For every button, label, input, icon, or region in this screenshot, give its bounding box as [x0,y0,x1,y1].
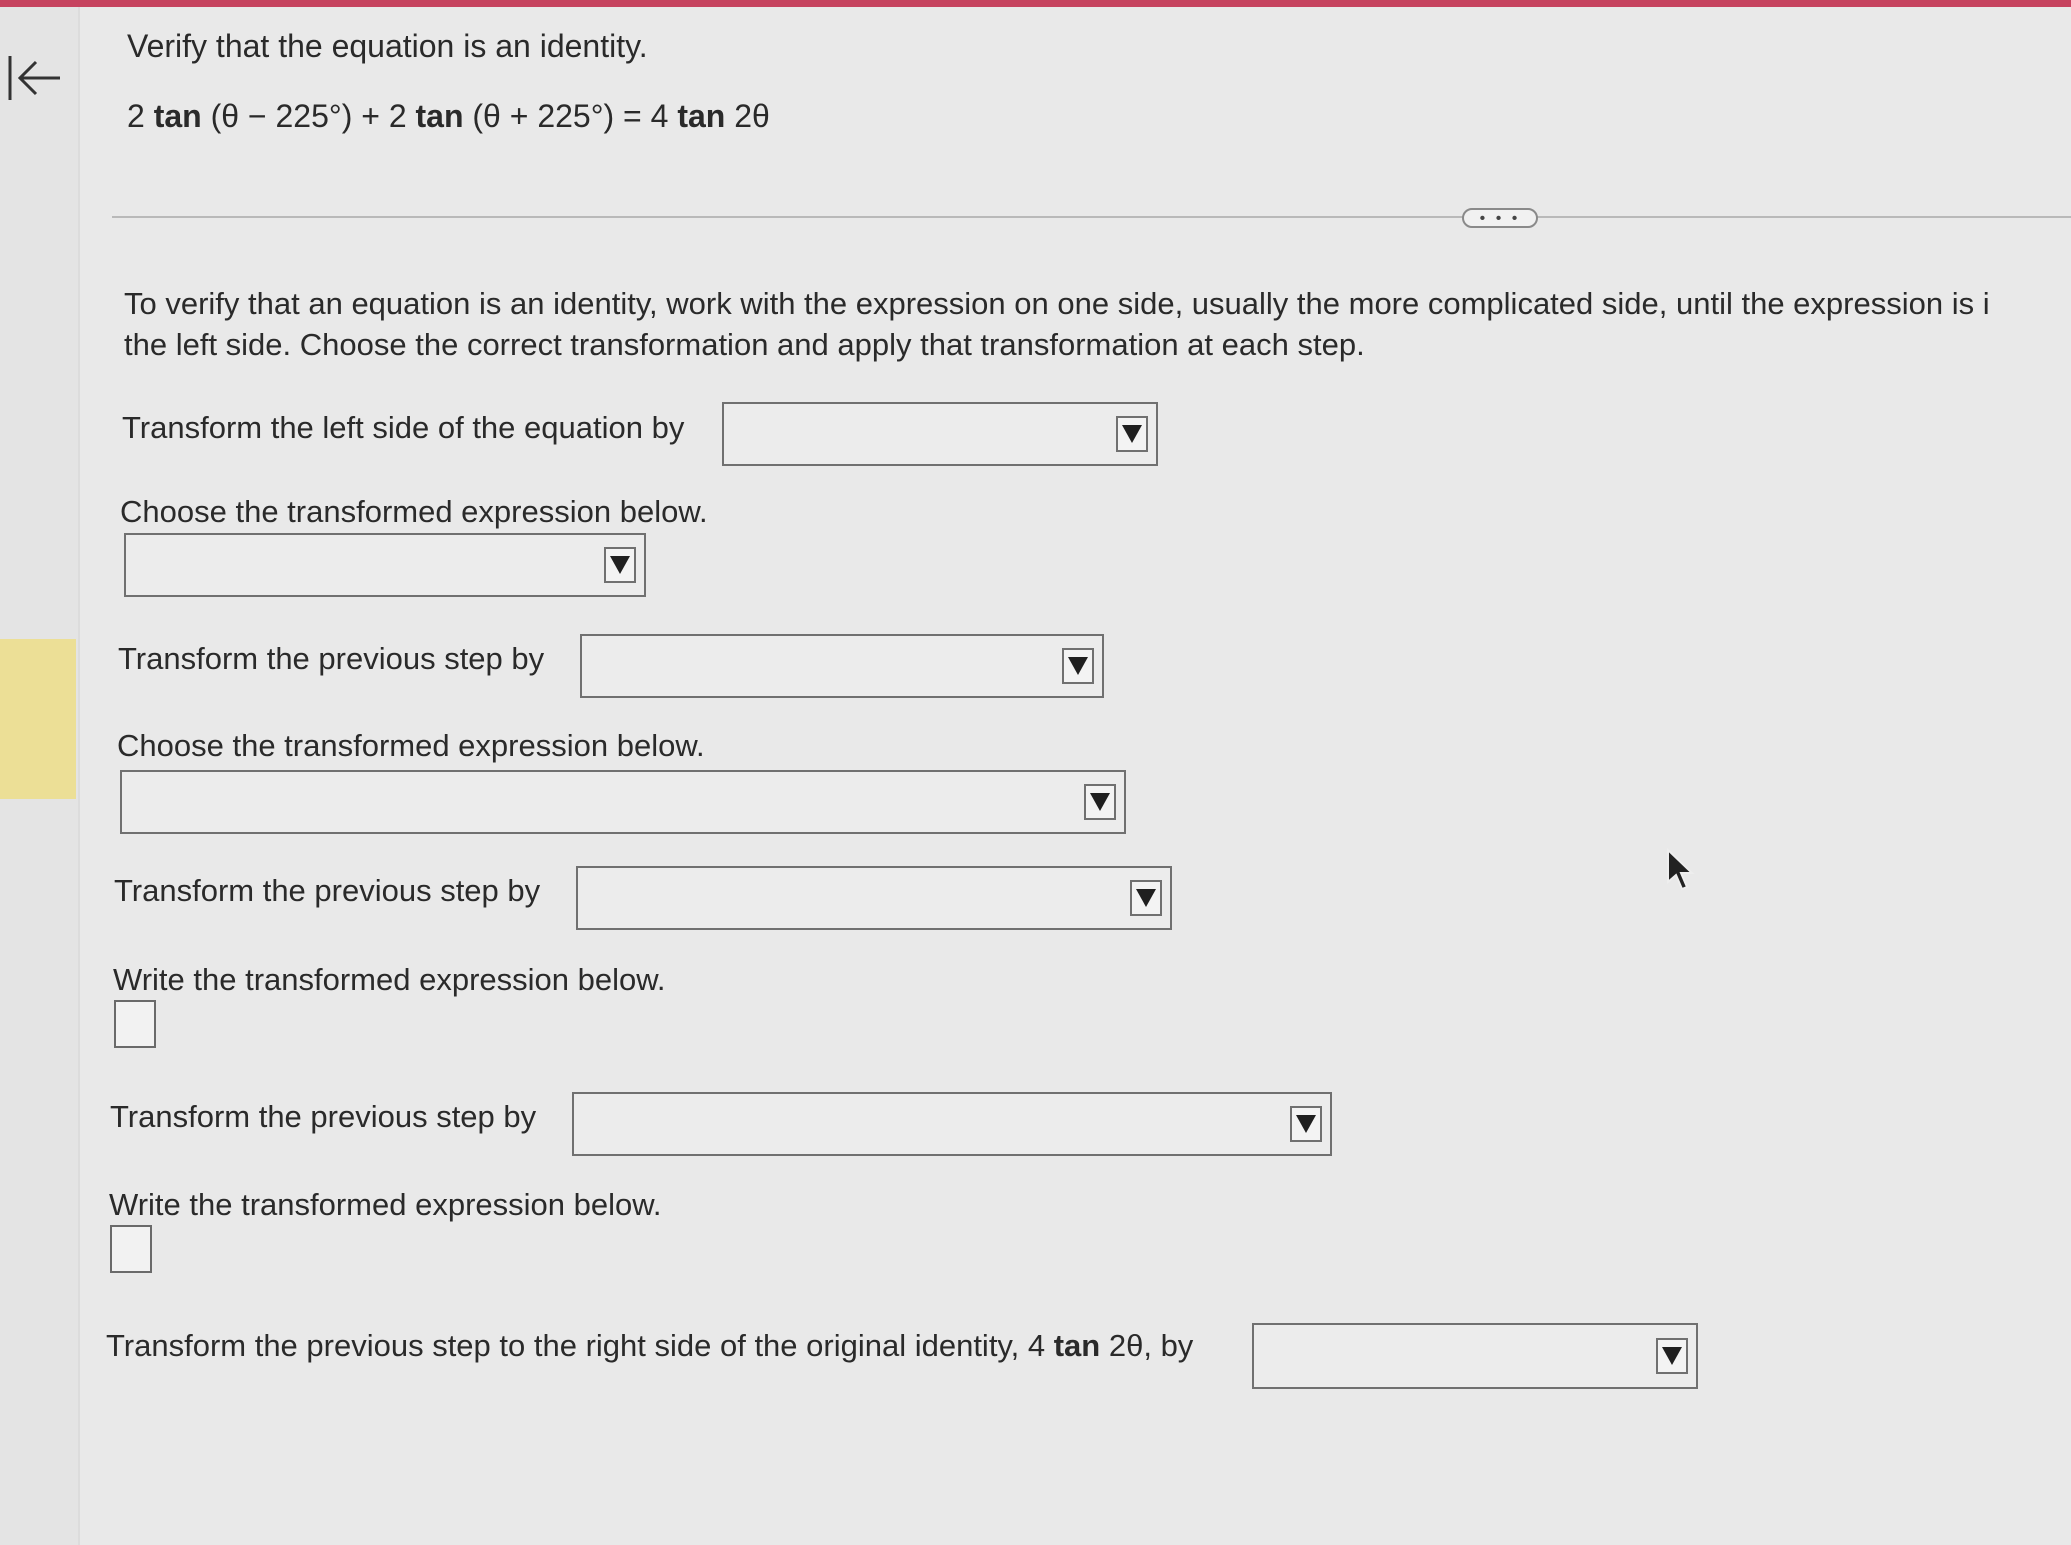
left-rail [0,7,80,1545]
triangle-down-icon [1130,880,1162,916]
eq-coef: 4 [650,98,669,134]
choose-expression-label-1: Choose the transformed expression below. [120,494,708,529]
eq-coef: 2 [388,98,407,134]
eq-equals: = [623,98,642,134]
final-transform-dropdown[interactable] [1252,1323,1698,1389]
choose-expression-dropdown-2[interactable] [120,770,1126,834]
eq-function: tan [153,98,202,134]
arrow-left-to-bar-icon [4,52,62,104]
expression-input-1[interactable] [114,1000,156,1048]
choose-expression-label-2: Choose the transformed expression below. [117,728,705,763]
eq-argument: (θ + 225°) [472,98,615,134]
mouse-pointer-icon [1666,848,1696,892]
eq-function: tan [415,98,464,134]
choose-expression-dropdown-1[interactable] [124,533,646,597]
eq-coef: 2 [127,98,145,134]
triangle-down-icon [1084,784,1116,820]
eq-argument: (θ − 225°) [210,98,353,134]
instructions-line-2: the left side. Choose the correct transformation and apply that transformation at each step. [124,327,1365,362]
final-label-function: tan [1053,1328,1101,1363]
top-accent-bar [0,0,2071,7]
final-label-prefix: Transform the previous step to the right side of the original identity, 4 [106,1328,1046,1363]
final-label-suffix: 2θ, by [1108,1328,1194,1363]
write-expression-label-2: Write the transformed expression below. [109,1187,662,1222]
eq-operator: + [361,98,380,134]
eq-argument: 2θ [734,98,770,134]
transform-left-label: Transform the left side of the equation by [122,410,685,445]
identity-equation [127,98,770,135]
triangle-down-icon [1290,1106,1322,1142]
instructions-line-1: To verify that an equation is an identity, work with the expression on one side, usually the more complicated side, until the expression is i [124,286,1990,321]
page-title: Verify that the equation is an identity. [127,28,648,64]
transform-previous-dropdown-3[interactable] [572,1092,1332,1156]
triangle-down-icon [1062,648,1094,684]
transform-previous-label-3: Transform the previous step by [110,1099,537,1134]
transform-previous-dropdown-1[interactable] [580,634,1104,698]
transform-previous-label-1: Transform the previous step by [118,641,545,676]
more-button[interactable]: • • • [1462,208,1538,228]
write-expression-label-1: Write the transformed expression below. [113,962,666,997]
transform-previous-dropdown-2[interactable] [576,866,1172,930]
section-divider [112,216,2071,218]
final-transform-label [106,1328,1193,1364]
triangle-down-icon [1116,416,1148,452]
transform-left-dropdown[interactable] [722,402,1158,466]
triangle-down-icon [604,547,636,583]
transform-previous-label-2: Transform the previous step by [114,873,541,908]
triangle-down-icon [1656,1338,1688,1374]
back-button[interactable] [4,52,62,104]
eq-function: tan [677,98,726,134]
expression-input-2[interactable] [110,1225,152,1273]
rail-highlight [0,639,76,799]
instructions [124,283,2071,365]
